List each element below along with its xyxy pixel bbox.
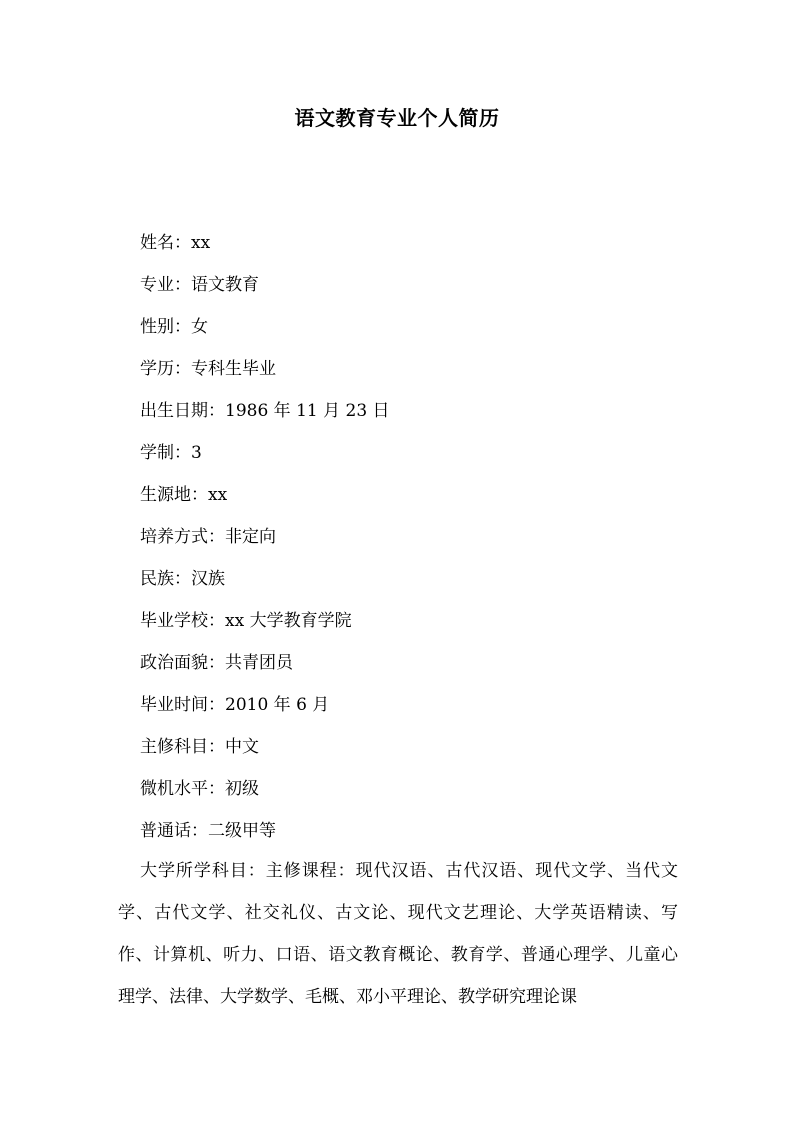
field-school: 毕业学校：xx 大学教育学院: [140, 611, 352, 631]
profile-fields: [140, 228, 700, 858]
field-main-subject: 主修科目：中文: [140, 737, 259, 757]
field-name: 姓名：xx: [140, 233, 211, 253]
field-computer-level: 微机水平：初级: [140, 779, 259, 799]
field-gender: 性别：女: [140, 317, 208, 337]
field-major: 专业：语文教育: [140, 275, 259, 295]
field-ethnicity: 民族：汉族: [140, 569, 225, 589]
courses-paragraph: 大学所学科目：主修课程：现代汉语、古代汉语、现代文学、当代文学、古代文学、社交礼仪、古文论、现代文艺理论、大学英语精读、写作、计算机、听力、口语、语文教育概论、教育学、普通心理学、儿童心理学、法律、大学数学、毛概、邓小平理论、教学研究理论课: [118, 861, 678, 1007]
field-training-mode: 培养方式：非定向: [140, 527, 276, 547]
field-graduation-date: 毕业时间：2010 年 6 月: [140, 695, 330, 715]
field-mandarin-level: 普通话：二级甲等: [140, 821, 276, 841]
field-birth-date: 出生日期：1986 年 11 月 23 日: [140, 401, 390, 421]
field-education: 学历：专科生毕业: [140, 359, 276, 379]
field-origin: 生源地：xx: [140, 485, 228, 505]
field-schooling-years: 学制：3: [140, 443, 202, 463]
document-title: 语文教育专业个人简历: [294, 106, 500, 130]
field-political-status: 政治面貌：共青团员: [140, 653, 293, 673]
